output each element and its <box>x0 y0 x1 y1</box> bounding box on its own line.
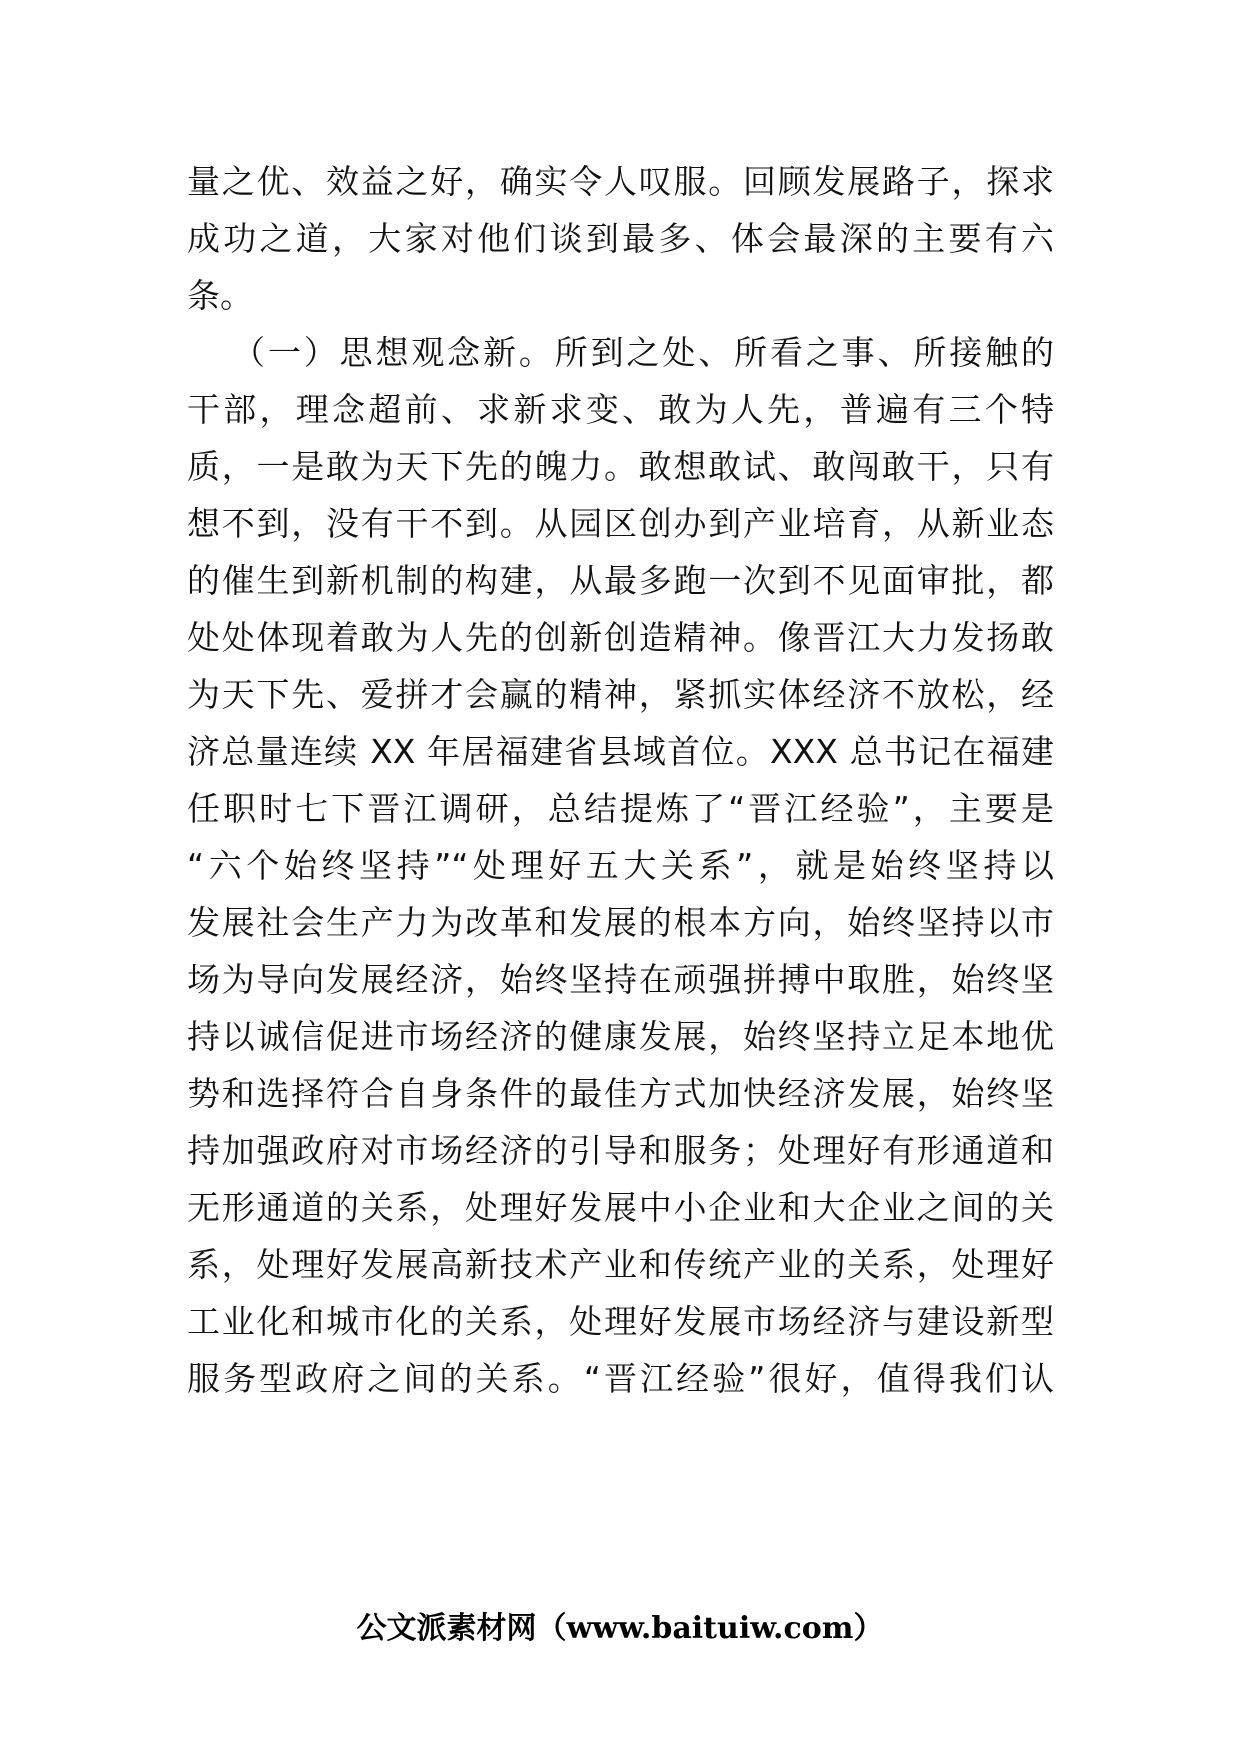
paragraph-line: 任职时七下晋江调研，总结提炼了“晋江经验”，主要是 <box>187 789 1054 828</box>
paragraph-line: 工业化和城市化的关系，处理好发展市场经济与建设新型 <box>187 1302 1054 1341</box>
paragraph-line: 持加强政府对市场经济的引导和服务；处理好有形通道和 <box>187 1131 1054 1170</box>
paragraph-line: 系，处理好发展高新技术产业和传统产业的关系，处理好 <box>187 1245 1054 1284</box>
paragraph-line: 量之优、效益之好，确实令人叹服。回顾发展路子，探求 <box>187 162 1054 201</box>
paragraph-line: 势和选择符合自身条件的最佳方式加快经济发展，始终坚 <box>187 1074 1054 1113</box>
paragraph-line: 干部，理念超前、求新求变、敢为人先，普遍有三个特 <box>187 390 1054 429</box>
paragraph-line: 持以诚信促进市场经济的健康发展，始终坚持立足本地优 <box>187 1017 1054 1056</box>
paragraph-line: 为天下先、爱拼才会赢的精神，紧抓实体经济不放松，经 <box>187 675 1054 714</box>
paragraph-line: 质，一是敢为天下先的魄力。敢想敢试、敢闯敢干，只有 <box>187 447 1054 486</box>
paragraph-line: 的催生到新机制的构建，从最多跑一次到不见面审批，都 <box>187 561 1054 600</box>
paragraph-line: 发展社会生产力为改革和发展的根本方向，始终坚持以市 <box>187 903 1054 942</box>
footer-watermark: 公文派素材网（www.baituiw.com） <box>356 1611 884 1646</box>
paragraph-line: 条。 <box>187 276 253 315</box>
paragraph-line: 服务型政府之间的关系。“晋江经验”很好，值得我们认 <box>187 1359 1054 1398</box>
paragraph-line: 处处体现着敢为人先的创新创造精神。像晋江大力发扬敢 <box>187 618 1054 657</box>
paragraph-line: 想不到，没有干不到。从园区创办到产业培育，从新业态 <box>187 504 1054 543</box>
paragraph-line: 成功之道，大家对他们谈到最多、体会最深的主要有六 <box>187 219 1054 258</box>
paragraph-line: 无形通道的关系，处理好发展中小企业和大企业之间的关 <box>187 1188 1054 1227</box>
paragraph-line: 济总量连续 XX 年居福建省县域首位。XXX 总书记在福建 <box>187 732 1054 771</box>
paragraph-line-indented: （一）思想观念新。所到之处、所看之事、所接触的 <box>232 333 1054 372</box>
paragraph-line: “六个始终坚持”“处理好五大关系”，就是始终坚持以 <box>187 846 1054 885</box>
paragraph-line: 场为导向发展经济，始终坚持在顽强拼搏中取胜，始终坚 <box>187 960 1054 999</box>
